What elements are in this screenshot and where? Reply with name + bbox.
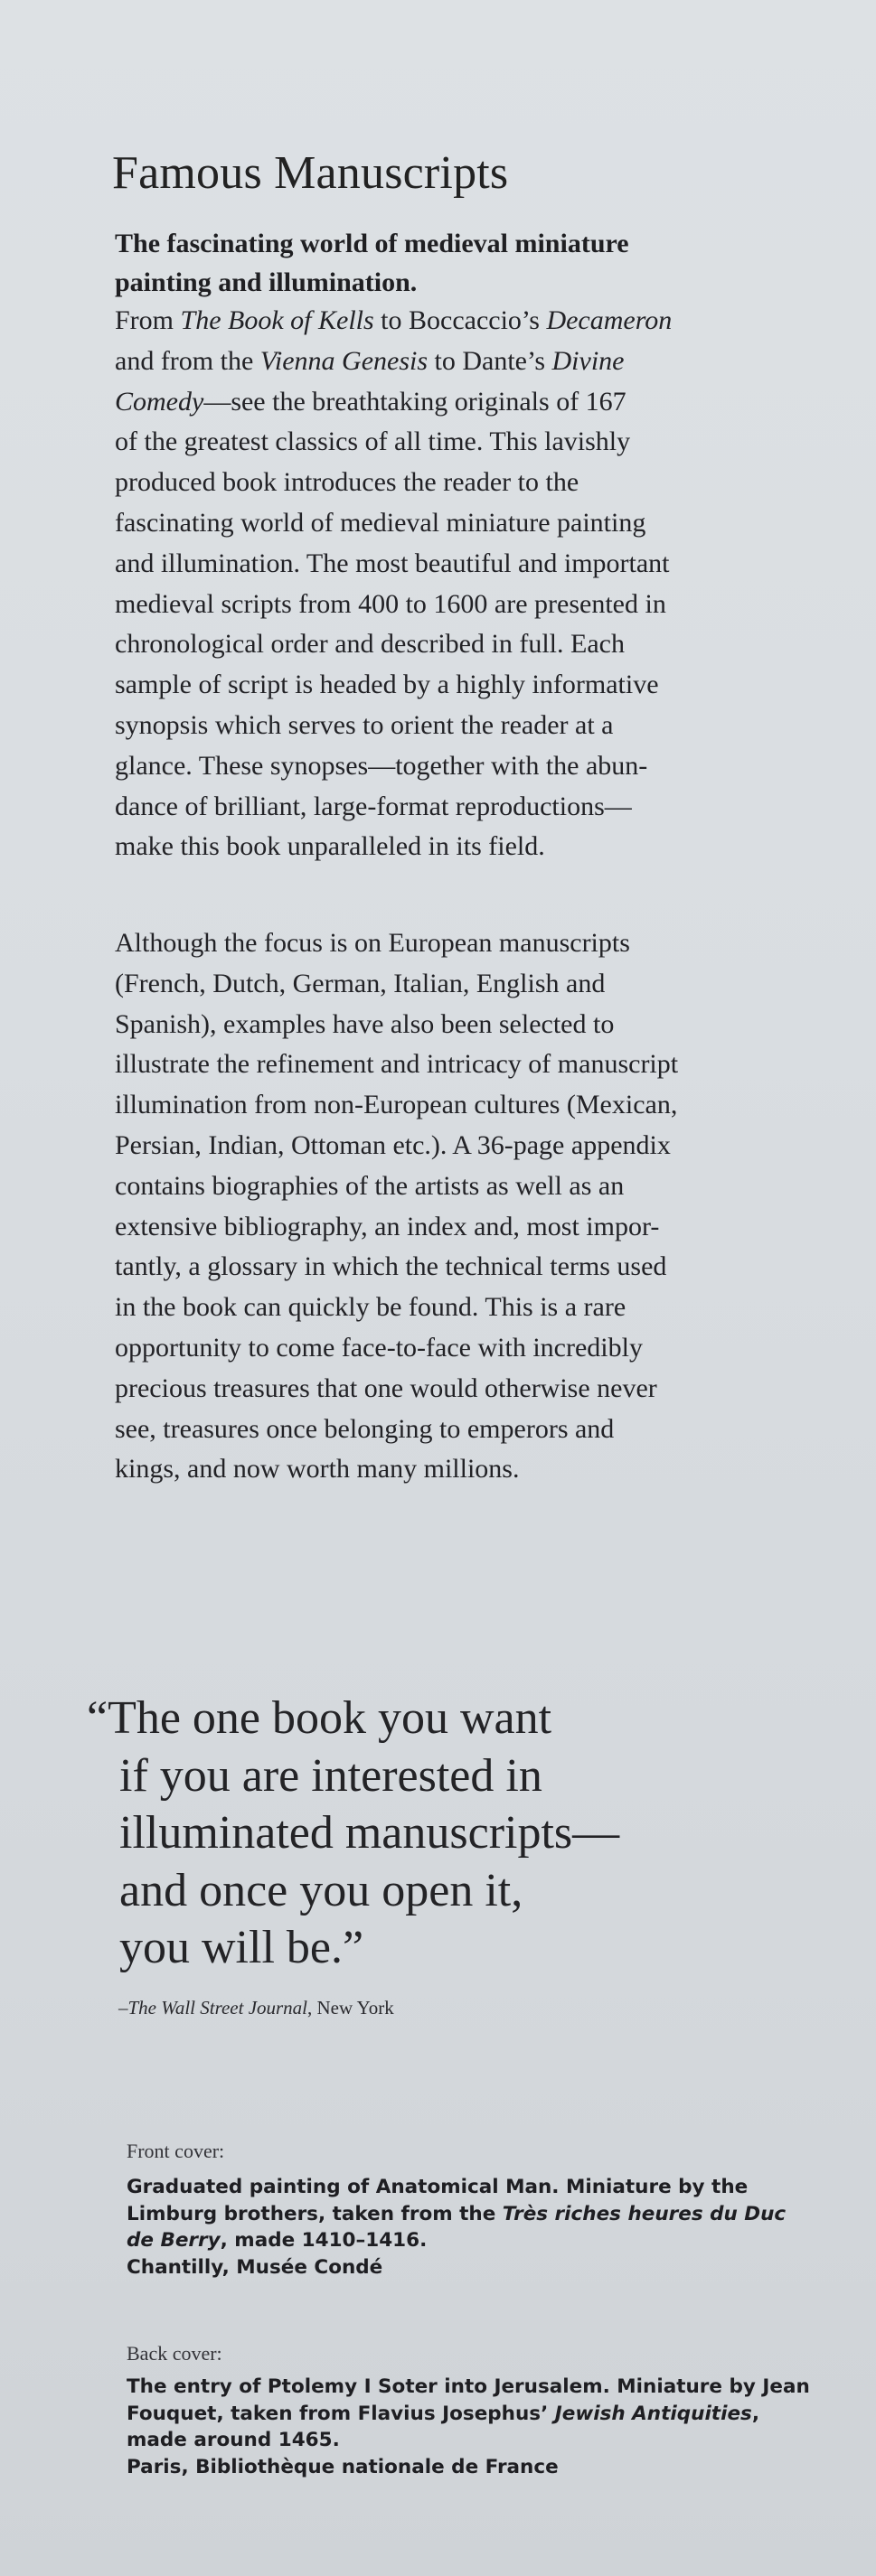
paragraph-line: Spanish), examples have also been selected to [115, 1008, 615, 1039]
lead-line: The fascinating world of medieval miniature [115, 229, 629, 258]
publication-name: The Wall Street Journal [127, 1997, 308, 2019]
paragraph-line: of the greatest classics of all time. This lavishly [115, 426, 631, 457]
paragraph-line: and from the Vienna Genesis to Dante’s Divine [115, 345, 625, 376]
description-paragraph-1 [115, 301, 829, 867]
paragraph-line: chronological order and described in full. Each [115, 629, 625, 660]
paragraph-line: From The Book of Kells to Boccaccio’s Decameron [115, 305, 673, 335]
work-title: Jewish Antiquities [554, 2402, 752, 2425]
title-vienna-genesis: Vienna Genesis [259, 345, 429, 376]
paragraph-line: in the book can quickly be found. This is a rare [115, 1292, 626, 1323]
press-quote [87, 1690, 828, 1977]
paragraph-line: kings, and now worth many millions. [115, 1454, 520, 1485]
quote-attribution: –The Wall Street Journal, New York [118, 1997, 394, 2019]
paragraph-line: extensive bibliography, an index and, most impor- [115, 1211, 660, 1241]
caption-line: Limburg brothers, taken from the Très riches heures du Duc [127, 2202, 787, 2225]
quote-line: if you are interested in [119, 1749, 542, 1802]
paragraph-line: illustrate the refinement and intricacy of manuscript [115, 1049, 679, 1080]
paragraph-line: dance of brilliant, large-format reproductions— [115, 791, 632, 821]
caption-line: Paris, Bibliothèque nationale de France [127, 2455, 559, 2478]
paragraph-line: Although the focus is on European manuscripts [115, 928, 630, 958]
page-title: Famous Manuscripts [112, 147, 509, 199]
paragraph-line: tantly, a glossary in which the technical terms used [115, 1251, 667, 1282]
lead-text [115, 224, 802, 302]
quote-line: “The one book you want [87, 1692, 552, 1744]
caption-line: Fouquet, taken from Flavius Josephus’ Jewish Antiquities, [127, 2402, 760, 2425]
quote-line: illuminated manuscripts— [119, 1807, 620, 1859]
quote-line: you will be.” [119, 1922, 364, 1973]
paragraph-line: (French, Dutch, German, Italian, English and [115, 968, 606, 998]
paragraph-line: produced book introduces the reader to the [115, 467, 579, 498]
caption-line: Graduated painting of Anatomical Man. Miniature by the [127, 2176, 749, 2198]
paragraph-line: see, treasures once belonging to emperors and [115, 1413, 615, 1444]
paragraph-line: fascinating world of medieval miniature painting [115, 507, 646, 538]
back-cover-label: Back cover: [127, 2342, 222, 2365]
paragraph-line: synopsis which serves to orient the reader at a [115, 709, 614, 740]
description-paragraph-2 [115, 923, 829, 1490]
title-comedy: Comedy [115, 386, 204, 417]
paragraph-line: sample of script is headed by a highly informative [115, 670, 659, 700]
paragraph-line: and illumination. The most beautiful and important [115, 548, 670, 578]
lead-line: painting and illumination. [115, 267, 418, 297]
title-decameron: Decameron [546, 305, 673, 335]
front-cover-description [127, 2174, 832, 2281]
front-cover-label: Front cover: [127, 2140, 225, 2162]
paragraph-line: medieval scripts from 400 to 1600 are presented in [115, 588, 666, 619]
work-title: Très riches heures du Duc [502, 2202, 787, 2225]
title-book-of-kells: The Book of Kells [180, 305, 374, 335]
back-cover-description [127, 2374, 832, 2480]
paragraph-line: Persian, Indian, Ottoman etc.). A 36-page appendix [115, 1129, 671, 1160]
quote-line: and once you open it, [119, 1864, 523, 1916]
paragraph-line: glance. These synopses—together with the abun- [115, 750, 648, 781]
title-divine: Divine [551, 345, 625, 376]
work-title: de Berry [127, 2229, 221, 2252]
caption-line: Chantilly, Musée Condé [127, 2255, 383, 2279]
caption-line: The entry of Ptolemy I Soter into Jerusalem. Miniature by Jean [127, 2375, 810, 2398]
paragraph-line: opportunity to come face-to-face with incredibly [115, 1332, 643, 1363]
caption-line: made around 1465. [127, 2429, 340, 2451]
caption-line: de Berry, made 1410–1416. [127, 2229, 428, 2252]
paragraph-line: contains biographies of the artists as well as an [115, 1170, 625, 1201]
paragraph-line: Comedy—see the breathtaking originals of 167 [115, 386, 626, 417]
paragraph-line: make this book unparalleled in its field. [115, 831, 545, 862]
paragraph-line: illumination from non-European cultures (Mexican, [115, 1090, 678, 1120]
paragraph-line: precious treasures that one would otherwise never [115, 1372, 657, 1403]
